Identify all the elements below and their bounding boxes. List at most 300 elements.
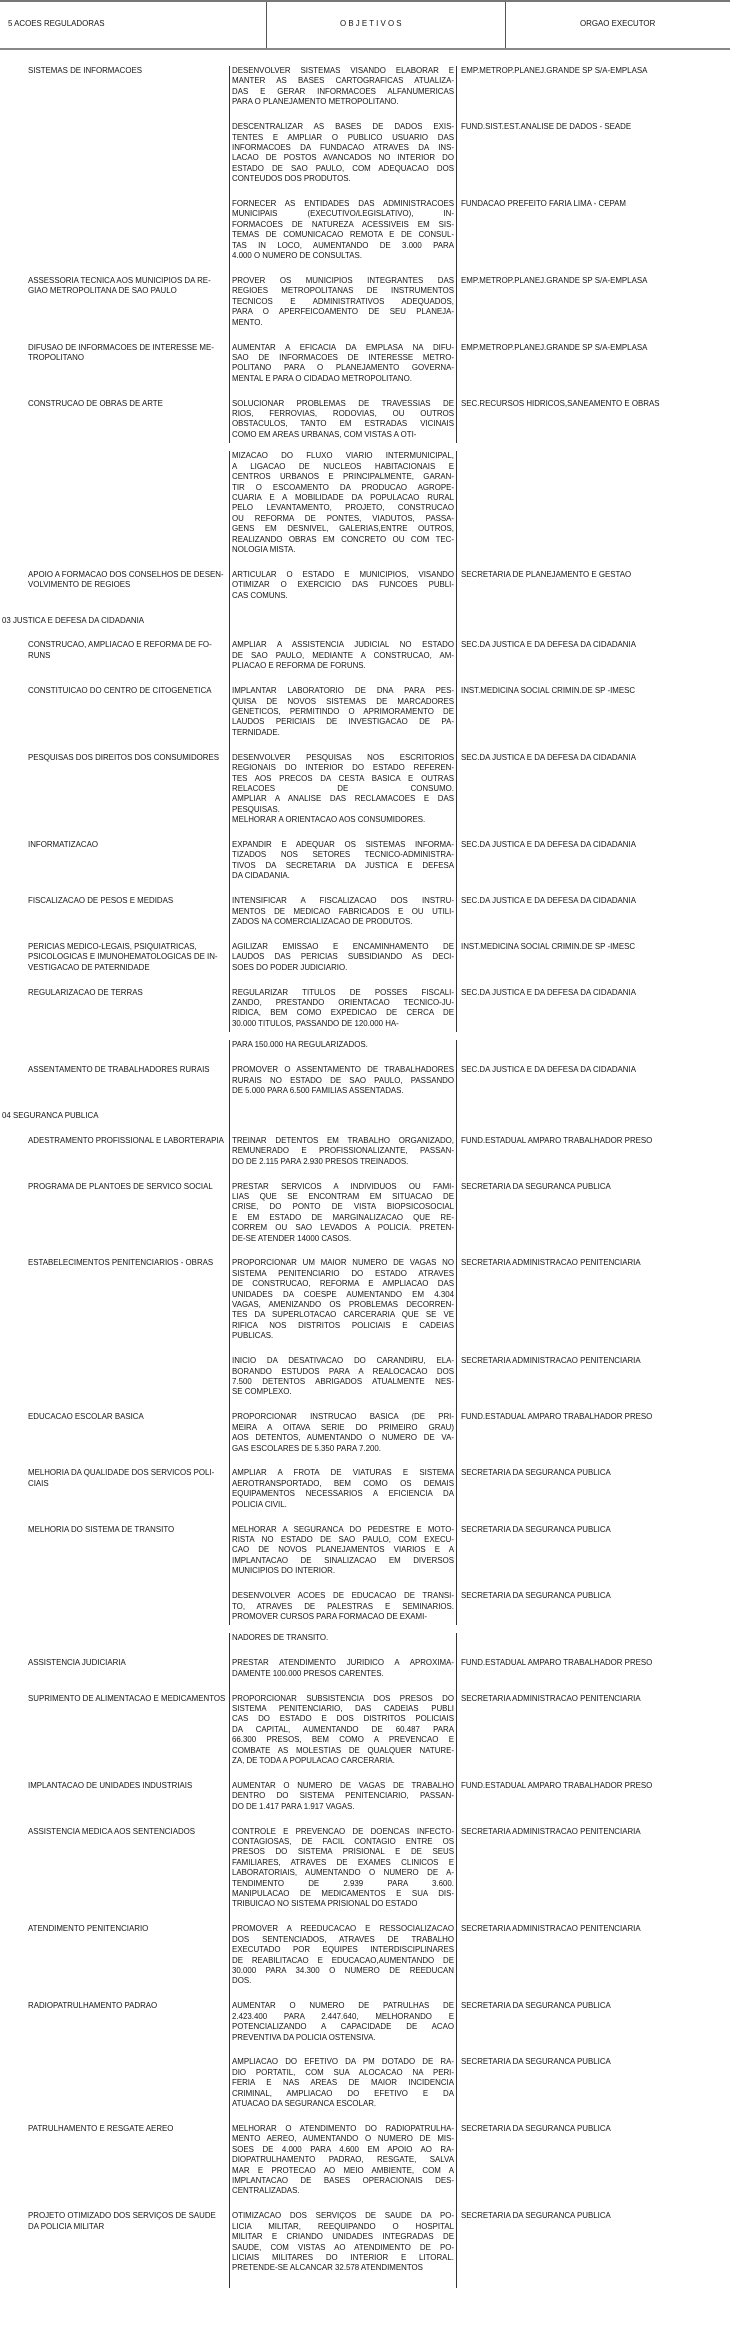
objective-line: TECNICOS E ADMINISTRATIVOS ADEQUADOS, [232, 296, 454, 306]
objective-cell [229, 1356, 457, 1412]
action-name-line: ASSISTENCIA MEDICA AOS SENTENCIADOS [28, 1826, 196, 1836]
action-name [0, 451, 229, 570]
objective-line: NADORES DE TRANSITO. [232, 1633, 329, 1643]
header-orgao-executor: ORGAO EXECUTOR [580, 19, 656, 28]
objective-line: PARA 150.000 HA REGULARIZADOS. [232, 1040, 368, 1050]
objective-line: TAS IN LOCO, AUMENTANDO DE 3.000 PARA [232, 240, 454, 250]
objective-line: PROMOVER O ASSENTAMENTO DE TRABALHADORES [232, 1065, 454, 1075]
orgao-executor: SEC.DA JUSTICA E DA DEFESA DA CIDADANIA [461, 640, 636, 650]
objective-line: MENTO AEREO, AUMENTANDO O NUMERO DE MIS- [232, 2134, 454, 2144]
objective-line: COMBATE AS MOLESTIAS DE QUALQUER NATURE- [232, 1745, 454, 1755]
table-row [0, 1468, 730, 1524]
objective-line: BORANDO ESTUDOS PARA A REALOCACAO DOS [232, 1366, 454, 1376]
objective-groups [229, 640, 636, 686]
objective-groups [229, 1136, 652, 1182]
objective-groups [229, 942, 635, 988]
objective-line: SOES DE 4.000 PARA 4.600 EM APOIO AO RA- [232, 2144, 454, 2154]
objective-groups [229, 1412, 652, 1468]
objective-line: LICIA MILITAR, REEQUIPANDO O HOSPITAL [232, 2221, 454, 2231]
objective-group [229, 1065, 636, 1111]
table-row [0, 1633, 730, 1658]
objective-group [229, 66, 647, 122]
objective-line: RURAIS NO ESTADO DE SAO PAULO, PASSANDO [232, 1075, 454, 1085]
objective-group [229, 1040, 461, 1065]
action-name [0, 1658, 229, 1693]
objective-group [229, 1694, 641, 1781]
orgao-executor: SECRETARIA DA SEGURANCA PUBLICA [461, 1524, 611, 1534]
action-name [0, 1525, 229, 1626]
action-name [0, 753, 229, 840]
action-name-line: PSICOLOGICAS E IMUNOHEMATOLOGICAS DE IN- [28, 952, 218, 962]
objective-line: DESENVOLVER ACOES DE EDUCACAO DE TRANSI- [232, 1591, 454, 1601]
action-name-line: VOLVIMENTO DE REGIOES [28, 580, 131, 590]
objective-line: TES AOS PRECOS DA CESTA BASICA E OUTRAS [232, 773, 454, 783]
objective-line: CAS COMUNS. [232, 590, 288, 600]
objective-line: ZA, DE TODA A POPULACAO CARCERARIA. [232, 1755, 395, 1765]
objective-line: OTIMIZAR O EXERCICIO DAS FUNCOES PUBLI- [232, 580, 454, 590]
objective-line: TENDIMENTO DE 2.939 PARA 3.600. [232, 1878, 454, 1888]
objective-line: FORNECER AS ENTIDADES DAS ADMINISTRACOES [232, 199, 454, 209]
orgao-executor: SECRETARIA DA SEGURANCA PUBLICA [461, 2057, 611, 2067]
objective-line: TO, ATRAVES DE PALESTRAS E SEMINARIOS. [232, 1601, 454, 1611]
objective-line: IMPLANTAR LABORATORIO DE DNA PARA PES- [232, 686, 454, 696]
objective-line: REGIOES METROPOLITANAS DE INSTRUMENTOS [232, 286, 454, 296]
objective-groups [229, 1694, 641, 1781]
objective-line: DE-SE ATENDER 14000 CASOS. [232, 1233, 352, 1243]
objective-line: CRIMINAL, AMPLIACAO DO EFETIVO E DA [232, 2088, 454, 2098]
objective-line: DAMENTE 100.000 PRESOS CARENTES. [232, 1668, 384, 1678]
objective-group [229, 343, 647, 399]
action-name [0, 1136, 229, 1182]
objective-cell [229, 2211, 457, 2288]
objective-line: PUBLICAS. [232, 1331, 274, 1341]
objective-line: IMPLANTACAO DE BASES OPERACIONAIS DES- [232, 2175, 454, 2185]
action-name-line: MELHORIA DA QUALIDADE DOS SERVICOS POLI- [28, 1468, 215, 1478]
objective-group [229, 1827, 641, 1925]
objective-cell [229, 1633, 457, 1658]
orgao-executor: SEC.DA JUSTICA E DA DEFESA DA CIDADANIA [461, 987, 636, 997]
objective-cell [229, 1040, 457, 1065]
objective-line: SAUDE, COM VISTAS AO ATENDIMENTO DE PO- [232, 2242, 454, 2252]
objective-group [229, 1525, 611, 1592]
action-name-line: IMPLANTACAO DE UNIDADES INDUSTRIAIS [28, 1780, 193, 1790]
table-row [0, 640, 730, 686]
objective-line: SE COMPLEXO. [232, 1387, 292, 1397]
objective-line: SAO DE INFORMACOES DE INTERESSE METRO- [232, 352, 454, 362]
objective-line: ZADOS NA COMERCIALIZACAO DE PRODUTOS. [232, 917, 413, 926]
objective-line: NOLOGIA MISTA. [232, 544, 296, 554]
objective-cell [229, 616, 457, 641]
objective-line: LAUDOS DAS PERICIAS SUBSIDIANDO AS DECI- [232, 952, 454, 962]
objective-line: TEMAS DE COMUNICACAO REMOTA E DE CONSUL- [232, 230, 454, 240]
objective-line: COMO EM AREAS URBANAS, COM VISTAS A OTI- [232, 429, 417, 439]
objective-groups [229, 276, 647, 343]
objective-line: DAS E GERAR INFORMACOES ALFANUMERICAS [232, 86, 454, 96]
objective-line: RIDICA, BEM COMO EXPEDICAO DE CERCA DE [232, 1008, 454, 1018]
objective-line: SISTEMA PENITENCIARIO, DAS CADEIAS PUBLI [232, 1703, 454, 1713]
action-name-line: ATENDIMENTO PENITENCIARIO [28, 1924, 149, 1934]
action-name [0, 1412, 229, 1468]
objective-line: PLIACAO E REFORMA DE FORUNS. [232, 661, 366, 671]
objective-line: AUMENTAR A EFICACIA DA EMPLASA NA DIFU- [232, 342, 454, 352]
orgao-executor: FUND.ESTADUAL AMPARO TRABALHADOR PRESO [461, 1135, 653, 1145]
objective-line: PRETENDE-SE ALCANCAR 32.578 ATENDIMENTOS [232, 2263, 423, 2273]
action-name [0, 988, 229, 1033]
table-row [0, 1658, 730, 1693]
objective-group [229, 616, 457, 641]
orgao-executor [457, 451, 461, 570]
objective-line: AGILIZAR EMISSAO E ENCAMINHAMENTO DE [232, 941, 454, 951]
objective-line: AMPLIAR A ASSISTENCIA JUDICIAL NO ESTADO [232, 640, 454, 650]
orgao-executor: EMP.METROP.PLANEJ.GRANDE SP S/A-EMPLASA [461, 66, 648, 75]
objective-group [229, 1781, 652, 1827]
objective-line: DO DE 2.115 PARA 2.930 PRESOS TREINADOS. [232, 1156, 409, 1166]
action-name [0, 66, 229, 276]
objective-line: ATUACAO DA SEGURANCA ESCOLAR. [232, 2099, 377, 2109]
action-name [0, 942, 229, 988]
table-row [0, 942, 730, 988]
action-name-line: DA POLICIA MILITAR [28, 2221, 105, 2231]
orgao-executor: SECRETARIA DA SEGURANCA PUBLICA [461, 2123, 611, 2133]
objective-line: RISTA NO ESTADO DE SAO PAULO, COM EXECU- [232, 1534, 454, 1544]
objective-cell [229, 640, 457, 686]
action-name-line: PROGRAMA DE PLANTOES DE SERVICO SOCIAL [28, 1181, 213, 1191]
objective-group [229, 753, 636, 840]
table-row [0, 1182, 730, 1259]
objective-group [229, 451, 461, 570]
objective-line: MANIPULACAO DE MEDICAMENTOS E SUA DIS- [232, 1889, 454, 1899]
objective-line: LABORATORIAIS, AUMENTANDO O NUMERO DE A- [232, 1868, 454, 1878]
action-name-line: REGULARIZACAO DE TERRAS [28, 987, 143, 997]
orgao-executor: SECRETARIA DA SEGURANCA PUBLICA [461, 1181, 611, 1191]
objective-line: AMPLIAR A FROTA DE VIATURAS E SISTEMA [232, 1468, 454, 1478]
objective-line: CRISE, DO PONTO DE VISTA BIOPSICOSOCIAL [232, 1202, 454, 1212]
orgao-executor: SECRETARIA DA SEGURANCA PUBLICA [461, 2001, 611, 2011]
objective-line: CONTAGIOSAS, DE FACIL CONTAGIO ENTRE OS [232, 1837, 454, 1846]
objective-line: MEIRA A OITAVA SERIE DO PRIMEIRO GRAU) [232, 1422, 454, 1432]
objective-line: PROMOVER CURSOS PARA FORMACAO DE EXAMI- [232, 1611, 427, 1621]
action-name-line: ASSENTAMENTO DE TRABALHADORES RURAIS [28, 1065, 210, 1075]
objective-group [229, 840, 636, 896]
objective-line: TERNIDADE. [232, 727, 280, 737]
objective-line: 7.500 DETENTOS ABRIGADOS ATUALMENTE NES- [232, 1377, 454, 1386]
objective-line: LAUDOS PERICIAIS DE INVESTIGACAO DE PA- [232, 717, 454, 727]
objective-line: OTIMIZACAO DOS SERVIÇOS DE SAUDE DA PO- [232, 2211, 454, 2221]
objective-line: CAS DO ESTADO E DOS DISTRITOS POLICIAIS [232, 1714, 454, 1724]
objective-cell [229, 1111, 457, 1136]
table-row [0, 451, 730, 570]
objective-cell [229, 1781, 457, 1827]
objective-group [229, 2001, 611, 2057]
objective-cell [229, 686, 457, 753]
action-name [0, 640, 229, 686]
objective-line: IMPLANTACAO DE SINALIZACAO EM DIVERSOS [232, 1555, 454, 1565]
action-name-line: RADIOPATRULHAMENTO PADRAO [28, 2001, 158, 2011]
objective-groups [229, 343, 647, 399]
objective-groups [229, 1040, 461, 1065]
objective-group [229, 1182, 611, 1259]
action-name [0, 2124, 229, 2211]
objective-group [229, 1412, 652, 1468]
action-name [0, 570, 229, 616]
header-acoes-reguladoras: 5 ACOES REGULADORAS [8, 19, 105, 28]
objective-line: AEROTRANSPORTADO, BEM COMO OS DEMAIS [232, 1478, 454, 1488]
objective-line: RIOS, FERROVIAS, RODOVIAS, OU OUTROS [232, 409, 454, 419]
objective-line: TIVOS DA SECRETARIA DA JUSTICA E DEFESA [232, 860, 454, 870]
table-row [0, 2124, 730, 2211]
objective-line: PROPORCIONAR UM MAIOR NUMERO DE VAGAS NO [232, 1258, 454, 1268]
section-title: 03 JUSTICA E DEFESA DA CIDADANIA [2, 615, 145, 625]
objective-groups [229, 896, 636, 942]
objective-line: CONTEUDOS DOS PRODUTOS. [232, 174, 351, 184]
objective-line: LACAO DE POSTOS AVANCADOS NO INTERIOR DO [232, 153, 454, 163]
objective-groups [229, 1182, 611, 1259]
objective-line: OU REFORMA DE PONTES, VIADUTOS, PASSA- [232, 513, 454, 523]
action-name-line: EDUCACAO ESCOLAR BASICA [28, 1412, 144, 1422]
objective-group [229, 640, 636, 686]
objective-line: FERIA E NAS AREAS DE MAIOR INCIDENCIA [232, 2078, 454, 2088]
objective-cell [229, 399, 457, 444]
objective-group [229, 570, 631, 616]
table-row [0, 988, 730, 1033]
section-title: 04 SEGURANCA PUBLICA [2, 1110, 99, 1120]
action-name-line: APOIO A FORMACAO DOS CONSELHOS DE DESEN- [28, 569, 224, 579]
orgao-executor: SECRETARIA ADMINISTRACAO PENITENCIARIA [461, 1693, 641, 1703]
table-row [0, 896, 730, 942]
action-name [0, 2211, 229, 2288]
action-name-line: MELHORIA DO SISTEMA DE TRANSITO [28, 1524, 175, 1534]
objective-line: AUMENTAR O NUMERO DE PATRULHAS DE [232, 2001, 454, 2011]
objective-groups [229, 686, 635, 753]
objective-line: MUNICIPIOS DO INTERIOR. [232, 1566, 336, 1576]
objective-group [229, 2124, 611, 2211]
objective-cell [229, 753, 457, 840]
objective-groups [229, 399, 659, 444]
header-objetivos: O B J E T I V O S [340, 19, 402, 28]
table-row [0, 2001, 730, 2124]
objective-groups [229, 451, 461, 570]
objective-group [229, 1591, 611, 1625]
table-row [0, 1781, 730, 1827]
objective-line: PRESOS DO SISTEMA PRISIONAL E DE SEUS [232, 1847, 454, 1857]
objective-line: ZANDO, PRESTANDO ORIENTACAO TECNICO-JU- [232, 998, 454, 1008]
objective-groups [229, 1258, 641, 1412]
orgao-executor: SECRETARIA DE PLANEJAMENTO E GESTAO [461, 569, 632, 579]
objective-line: MELHORAR A SEGURANCA DO PEDESTRE E MOTO- [232, 1524, 454, 1534]
objective-line: ESTADO DE SAO PAULO, COM ADEQUACAO DOS [232, 163, 454, 173]
objective-line: PROPORCIONAR SUBSISTENCIA DOS PRESOS DO [232, 1693, 454, 1703]
objective-line: PRESTAR ATENDIMENTO JURIDICO A APROXIMA- [232, 1658, 454, 1668]
action-name [0, 1781, 229, 1827]
objective-line: AMPLIAR A ANALISE DAS RECLAMACOES E DAS [232, 794, 454, 804]
action-name-line: CONSTRUCAO, AMPLIACAO E REFORMA DE FO- [28, 640, 212, 650]
objective-line: POLITANO PARA O PLANEJAMENTO GOVERNA- [232, 363, 454, 373]
objective-line: EQUIPAMENTOS NECESSARIOS A EFICIENCIA DA [232, 1489, 454, 1499]
action-name [0, 276, 229, 343]
objective-group [229, 1356, 641, 1412]
action-name-line: ESTABELECIMENTOS PENITENCIARIOS - OBRAS [28, 1258, 214, 1268]
objective-cell [229, 2124, 457, 2211]
orgao-executor: FUND.ESTADUAL AMPARO TRABALHADOR PRESO [461, 1780, 653, 1790]
objective-line: DA CAPITAL, AUMENTANDO DE 60.487 PARA [232, 1724, 454, 1734]
objective-line: TENTES E AMPLIAR O PUBLICO USUARIO DAS [232, 132, 454, 142]
table-row [0, 686, 730, 753]
objective-line: RIFICA NOS DISTRITOS POLICIAIS E CADEIAS [232, 1320, 454, 1330]
orgao-executor [457, 1040, 461, 1065]
objective-cell [229, 840, 457, 896]
objective-line: VAGAS, AMENIZANDO OS PROBLEMAS DECORREN- [232, 1300, 454, 1310]
orgao-executor: FUNDACAO PREFEITO FARIA LIMA - CEPAM [461, 199, 626, 209]
objective-line: PARA O PLANEJAMENTO METROPOLITANO. [232, 97, 399, 107]
objective-line: INICIO DA DESATIVACAO DO CARANDIRU, ELA- [232, 1356, 454, 1366]
objective-cell [229, 1258, 457, 1356]
objective-line: AMPLIACAO DO EFETIVO DA PM DOTADO DE RA- [232, 2057, 454, 2067]
objective-line: TES DA SUPERLOTACAO CARCERARIA QUE SE VE [232, 1310, 454, 1320]
objective-line: PARA O APERFEICOAMENTO DE SEU PLANEJA- [232, 307, 454, 317]
objective-line: DE CONSTRUCAO, REFORMA E AMPLIACAO DAS [232, 1279, 454, 1289]
objective-line: POLICIA CIVIL. [232, 1499, 287, 1509]
objective-line: QUISA DE NOVOS SISTEMAS DE MARCADORES [232, 696, 454, 706]
objective-line: MILITAR E CRIANDO UNIDADES INTEGRADAS DE [232, 2232, 454, 2242]
objective-line: TIZADOS NOS SETORES TECNICO-ADMINISTRA- [232, 850, 454, 860]
orgao-executor: SECRETARIA ADMINISTRACAO PENITENCIARIA [461, 1826, 641, 1836]
objective-cell [229, 942, 457, 988]
objective-cell [229, 896, 457, 942]
orgao-executor: SECRETARIA ADMINISTRACAO PENITENCIARIA [461, 1258, 641, 1268]
objective-line: PESQUISAS. [232, 804, 280, 814]
objective-line: DE SAO PAULO, MEDIANTE A CONSTRUCAO, AM- [232, 650, 454, 660]
objective-cell [229, 1924, 457, 2001]
objective-cell [229, 1694, 457, 1781]
action-name [0, 1694, 229, 1781]
orgao-executor: SEC.DA JUSTICA E DA DEFESA DA CIDADANIA [461, 1065, 636, 1075]
table-body [0, 66, 730, 2288]
page-break [0, 443, 730, 451]
section-heading-row [0, 1111, 730, 1136]
objective-cell [229, 343, 457, 399]
objective-cell [229, 1525, 457, 1592]
objective-groups [229, 570, 631, 616]
action-name-line: RUNS [28, 650, 51, 660]
objective-line: CONTROLE E PREVENCAO DE DOENCAS INFECTO- [232, 1826, 454, 1836]
objective-line: INFORMACOES DA FUNDACAO ATRAVES DA INS- [232, 142, 454, 152]
orgao-executor: SECRETARIA DA SEGURANCA PUBLICA [461, 2211, 611, 2221]
table-row [0, 2211, 730, 2288]
action-name [0, 1258, 229, 1412]
action-name-line: CONSTITUICAO DO CENTRO DE CITOGENETICA [28, 686, 212, 696]
page-break [0, 1625, 730, 1633]
orgao-executor: SECRETARIA ADMINISTRACAO PENITENCIARIA [461, 1356, 641, 1366]
objective-group [229, 1111, 457, 1136]
objective-line: MENTOS DE MEDICAO FABRICADOS E OU UTILI- [232, 906, 454, 916]
action-name-line: INFORMATIZACAO [28, 840, 98, 850]
objective-line: AOS DETENTOS, AUMENTANDO O NUMERO DE VA- [232, 1433, 454, 1443]
orgao-executor [457, 1633, 461, 1658]
objective-line: DESCENTRALIZAR AS BASES DE DADOS EXIS- [232, 122, 454, 132]
table-header [0, 0, 730, 50]
objective-group [229, 122, 647, 199]
table-row [0, 1694, 730, 1781]
objective-groups [229, 2124, 611, 2211]
objective-line: 30.000 PARA 34.300 O NUMERO DE REEDUCAN [232, 1965, 454, 1975]
objective-cell [229, 1468, 457, 1524]
table-row [0, 1065, 730, 1111]
action-name-line: ASSESSORIA TECNICA AOS MUNICIPIOS DA RE- [28, 276, 211, 285]
orgao-executor: SECRETARIA DA SEGURANCA PUBLICA [461, 1468, 611, 1478]
objective-cell [229, 988, 457, 1033]
orgao-executor: SECRETARIA DA SEGURANCA PUBLICA [461, 1591, 611, 1601]
action-name [0, 896, 229, 942]
objective-line: MELHORAR O ATENDIMENTO DO RADIOPATRULHA- [232, 2123, 454, 2133]
objective-groups [229, 753, 636, 840]
objective-cell [229, 66, 457, 122]
objective-line: DO DE 1.417 PARA 1.917 VAGAS. [232, 1801, 355, 1811]
objective-line: INTENSIFICAR A FISCALIZACAO DOS INSTRU- [232, 896, 454, 906]
table-row [0, 570, 730, 616]
objective-line: POTENCIALIZANDO A CAPACIDADE DE ACAO [232, 2022, 454, 2032]
objective-groups [229, 1781, 652, 1827]
objective-line: REGIONAIS DO INTERIOR DO ESTADO REFEREN- [232, 763, 454, 773]
objective-line: PROVER OS MUNICIPIOS INTEGRANTES DAS [232, 276, 454, 285]
objective-line: MENTAL E PARA O CIDADAO METROPOLITANO. [232, 373, 412, 383]
objective-line: MANTER AS BASES CARTOGRAFICAS ATUALIZA- [232, 76, 454, 86]
objective-line: TRIBUICAO NO SISTEMA PRISIONAL DO ESTADO [232, 1899, 418, 1909]
objective-line: GENETICOS, PERMITINDO O APRIMORAMENTO DE [232, 707, 454, 716]
objective-cell [229, 122, 457, 199]
objective-line: 2.423.400 PARA 2.447.640, MELHORANDO E [232, 2011, 454, 2021]
objective-line: SOLUCIONAR PROBLEMAS DE TRAVESSIAS DE [232, 398, 454, 408]
table-row [0, 399, 730, 444]
action-name [0, 1182, 229, 1259]
action-name-line: PATRULHAMENTO E RESGATE AEREO [28, 2123, 174, 2133]
objective-line: DA CIDADANIA. [232, 871, 290, 881]
action-name [0, 1040, 229, 1065]
action-name-line: PERICIAS MEDICO-LEGAIS, PSIQUIATRICAS, [28, 941, 197, 951]
orgao-executor: FUND.ESTADUAL AMPARO TRABALHADOR PRESO [461, 1658, 653, 1668]
action-name-line: TROPOLITANO [28, 352, 84, 362]
orgao-executor: SEC.DA JUSTICA E DA DEFESA DA CIDADANIA [461, 752, 636, 762]
action-name-line: ASSISTENCIA JUDICIARIA [28, 1658, 126, 1668]
objective-line: PROPORCIONAR INSTRUCAO BASICA (DE PRI- [232, 1412, 454, 1422]
objective-line: PREVENTIVA DA POLICIA OSTENSIVA. [232, 2032, 376, 2042]
objective-cell [229, 1658, 457, 1693]
action-name [0, 1827, 229, 1925]
objective-group [229, 2057, 611, 2124]
action-name-line: SISTEMAS DE INFORMACOES [28, 66, 142, 75]
table-row [0, 1827, 730, 1925]
objective-group [229, 1633, 461, 1658]
objective-line: A LIGACAO DE NUCLEOS HABITACIONAIS E [232, 461, 454, 471]
header-divider [505, 2, 506, 48]
objective-groups [229, 840, 636, 896]
objective-group [229, 988, 636, 1033]
objective-cell [229, 1182, 457, 1259]
objective-line: SISTEMA PENITENCIARIO DO ESTADO ATRAVES [232, 1268, 454, 1278]
objective-group [229, 199, 647, 276]
objective-groups [229, 988, 636, 1033]
objective-line: FORMACOES DE NATUREZA ACESSIVEIS EM SIS- [232, 219, 454, 229]
action-name [0, 840, 229, 896]
objective-line: REMUNERADO E PROFISSIONALIZANTE, PASSAN- [232, 1146, 454, 1156]
action-name-line: GIAO METROPOLITANA DE SAO PAULO [28, 286, 177, 296]
objective-groups [229, 1468, 611, 1524]
action-name-line: CONSTRUCAO DE OBRAS DE ARTE [28, 398, 163, 408]
table-row [0, 1525, 730, 1626]
action-name-line: VESTIGACAO DE PATERNIDADE [28, 962, 150, 972]
orgao-executor: SEC.DA JUSTICA E DA DEFESA DA CIDADANIA [461, 840, 636, 850]
objective-group [229, 399, 659, 444]
table-row [0, 1258, 730, 1412]
